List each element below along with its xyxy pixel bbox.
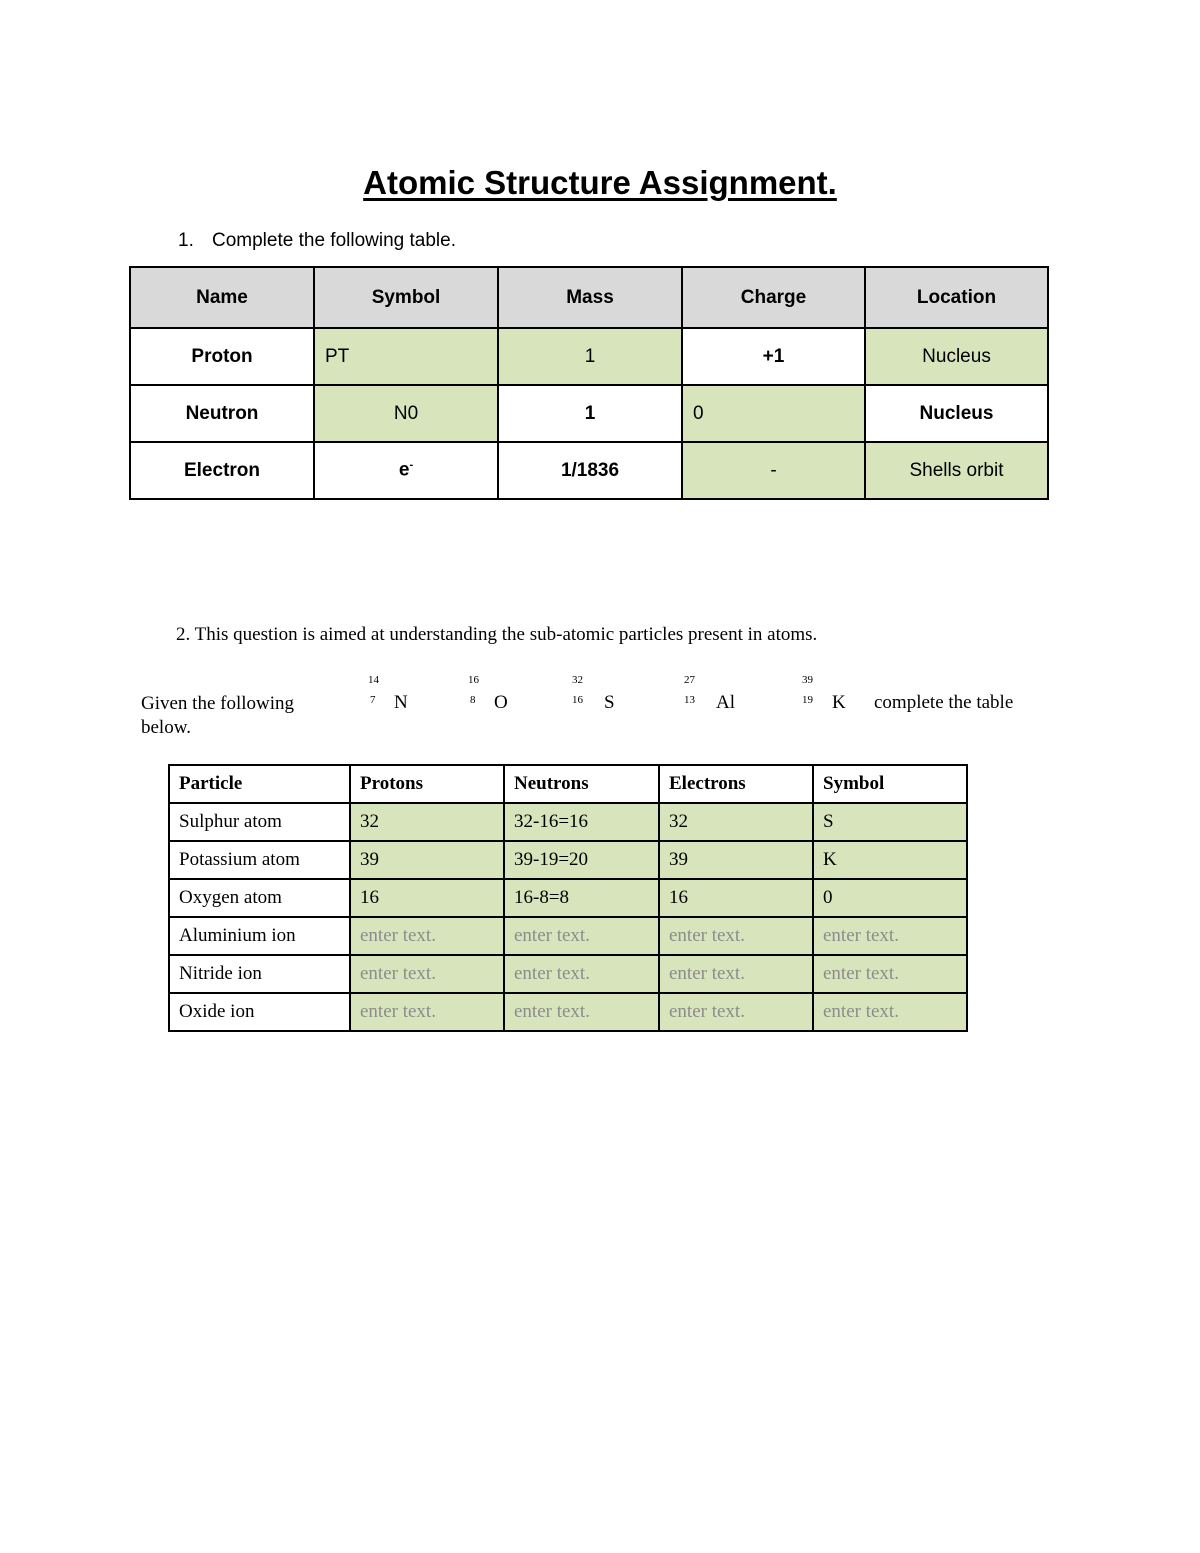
given-lead: Given the following [141,693,295,714]
table-row [169,955,967,993]
answer-cell[interactable]: - [682,442,865,499]
answer-placeholder[interactable]: enter text. [813,955,967,993]
answer-placeholder[interactable]: enter text. [659,993,813,1031]
answer-cell[interactable]: 32-16=16 [504,803,659,841]
table-row [130,328,1048,385]
answer-cell[interactable]: 39 [350,841,504,879]
answer-placeholder[interactable]: enter text. [659,955,813,993]
row-label: Neutron [130,385,314,442]
given-cell: 1/1836 [498,442,682,499]
electron-charge-superscript: - [409,459,414,472]
answer-placeholder[interactable]: enter text. [813,993,967,1031]
given-cell: 1 [498,385,682,442]
given-text [141,692,294,740]
table-row [169,841,967,879]
subatomic-table [168,764,968,1032]
complete-text: complete the table [874,692,1014,713]
answer-cell[interactable]: 1 [498,328,682,385]
header-protons: Protons [350,765,504,803]
answer-cell[interactable]: 39-19=20 [504,841,659,879]
mass-number: 27 [684,674,695,686]
answer-cell[interactable]: Nucleus [865,328,1048,385]
particle-name: Nitride ion [169,955,350,993]
answer-cell[interactable]: 39 [659,841,813,879]
mass-number: 39 [802,674,813,686]
question-1-text: Complete the following table. [212,230,456,251]
table-row [169,917,967,955]
answer-cell[interactable]: Shells orbit [865,442,1048,499]
answer-placeholder[interactable]: enter text. [504,955,659,993]
element-symbol: O [494,692,508,713]
table-row [130,385,1048,442]
answer-placeholder[interactable]: enter text. [504,917,659,955]
answer-cell[interactable]: 0 [813,879,967,917]
element-symbol: N [394,692,408,713]
given-cell: +1 [682,328,865,385]
particle-name: Aluminium ion [169,917,350,955]
particles-table [129,266,1049,500]
answer-placeholder[interactable]: enter text. [350,917,504,955]
answer-cell[interactable]: 16 [350,879,504,917]
header-symbol: Symbol [813,765,967,803]
table-row [169,879,967,917]
particle-name: Sulphur atom [169,803,350,841]
mass-number: 32 [572,674,583,686]
atomic-number: 19 [802,694,813,706]
answer-cell[interactable]: S [813,803,967,841]
given-below: below. [141,717,191,738]
element-symbol: S [604,692,615,713]
table-header-row [169,765,967,803]
answer-cell[interactable]: 32 [350,803,504,841]
header-mass: Mass [498,267,682,328]
header-name: Name [130,267,314,328]
answer-cell[interactable]: K [813,841,967,879]
header-particle: Particle [169,765,350,803]
answer-cell[interactable]: 32 [659,803,813,841]
answer-cell[interactable]: 0 [682,385,865,442]
header-symbol: Symbol [314,267,498,328]
element-symbol: Al [716,692,735,713]
atomic-number: 13 [684,694,695,706]
header-electrons: Electrons [659,765,813,803]
element-symbol: K [832,692,846,713]
atomic-number: 16 [572,694,583,706]
answer-cell[interactable]: 16-8=8 [504,879,659,917]
given-cell [314,442,498,499]
answer-placeholder[interactable]: enter text. [504,993,659,1031]
atomic-number: 8 [470,694,476,706]
header-location: Location [865,267,1048,328]
page-title: Atomic Structure Assignment. [363,164,837,201]
answer-placeholder[interactable]: enter text. [659,917,813,955]
given-cell: Nucleus [865,385,1048,442]
answer-cell[interactable]: 16 [659,879,813,917]
particle-name: Oxygen atom [169,879,350,917]
electron-symbol: e [398,459,410,481]
header-charge: Charge [682,267,865,328]
table-header-row [130,267,1048,328]
table-row [169,993,967,1031]
row-label: Proton [130,328,314,385]
question-1-number: 1. [178,230,194,251]
answer-placeholder[interactable]: enter text. [813,917,967,955]
atomic-number: 7 [370,694,376,706]
answer-cell[interactable]: PT [314,328,498,385]
table-row [169,803,967,841]
mass-number: 14 [368,674,379,686]
row-label: Electron [130,442,314,499]
answer-placeholder[interactable]: enter text. [350,955,504,993]
particle-name: Potassium atom [169,841,350,879]
question-2-text: 2. This question is aimed at understanding the sub-atomic particles present in atoms. [176,624,818,645]
header-neutrons: Neutrons [504,765,659,803]
table-row [130,442,1048,499]
particle-name: Oxide ion [169,993,350,1031]
question-1 [178,230,456,252]
answer-placeholder[interactable]: enter text. [350,993,504,1031]
mass-number: 16 [468,674,479,686]
answer-cell[interactable]: N0 [314,385,498,442]
